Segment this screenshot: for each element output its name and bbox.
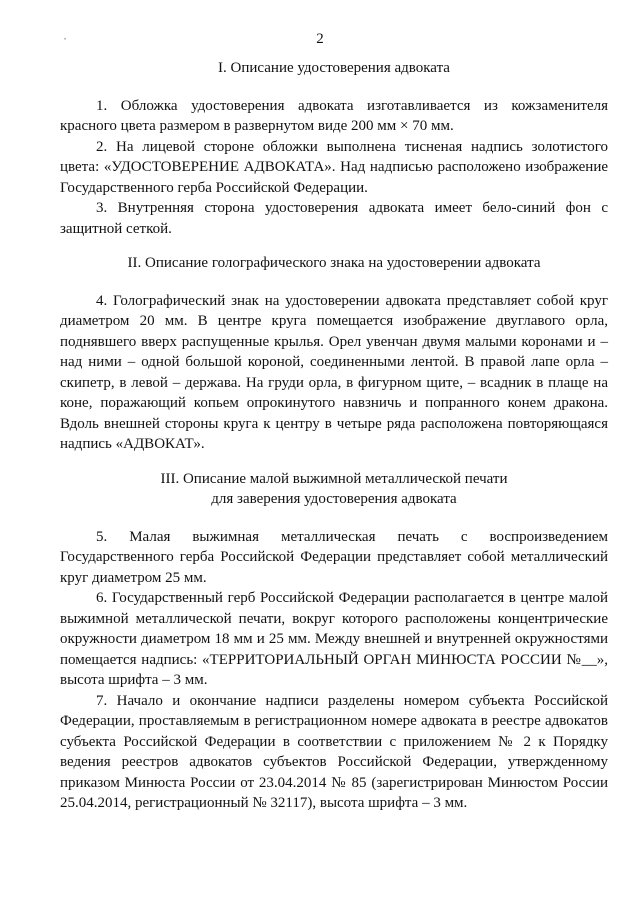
section-2-heading — [60, 253, 608, 274]
paragraph-2: 2. На лицевой стороне обложки выполнена тисненая надпись золотистого цвета: «УДОСТОВЕРЕНИЕ АДВОКАТА». Над надписью расположено изображение Государственного герба Российской Федерации. — [60, 138, 608, 196]
paragraph-7: 7. Начало и окончание надписи разделены номером субъекта Российской Федерации, проставляемым в регистрационном номере адвоката в реестре адвокатов субъекта Российской Федерации в соответствии с приложением № 2 к Порядку ведения реестров адвокатов субъектов Российской Федерации, утвержденному приказом Минюста России от 23.04.2014 № 85 (зарегистрирован Минюстом России 25.04.2014, регистрационный № 32117), высота шрифта – 3 мм. — [60, 692, 608, 811]
paragraph-1: 1. Обложка удостоверения адвоката изготавливается из кожзаменителя красного цвета размером в развернутом виде 200 мм × 70 мм. — [60, 97, 608, 134]
section-3-heading-line-2: для заверения удостоверения адвоката — [211, 491, 457, 507]
section-1-heading-line-1: I. Описание удостоверения адвоката — [218, 60, 450, 76]
section-3 — [60, 469, 608, 814]
page-number: 2 — [316, 31, 324, 47]
paragraph-5: 5. Малая выжимная металлическая печать с воспроизведением Государственного герба Российской Федерации представляет собой металлический круг диаметром 25 мм. — [60, 528, 608, 586]
section-2-heading-line-1: II. Описание голографического знака на удостоверении адвоката — [127, 255, 541, 271]
section-1 — [60, 58, 608, 239]
section-3-heading — [60, 469, 608, 510]
section-3-heading-line-1: III. Описание малой выжимной металлической печати — [160, 470, 508, 487]
paragraph-3: 3. Внутренняя сторона удостоверения адвоката имеет бело-синий фон с защитной сеткой. — [60, 200, 608, 237]
stray-mark: ¸ — [60, 29, 67, 41]
section-2 — [60, 253, 608, 455]
paragraph-4: 4. Голографический знак на удостоверении адвоката представляет собой круг диаметром 20 мм. В центре круга помещается изображение двуглавого орла, поднявшего вверх распущенные крылья. Орел увенчан двумя малыми коронами и – над ними – одной большой короной, соединенными лентой. В правой лапе орла – скипетр, в левой – держава. На груди орла, в фигурном щите, – всадник в плаще на коне, поражающий копьем опрокинутого навзничь и попранного конем дракона. Вдоль внешней стороны круга к центру в четыре ряда расположена повторяющаяся надпись «АДВОКАТ». — [60, 292, 608, 452]
paragraph-6: 6. Государственный герб Российской Федерации располагается в центре малой выжимной металлической печати, вокруг которого расположены концентрические окружности диаметром 18 мм и 25 мм. Между внешней и внутренней окружностями помещается надпись: «ТЕРРИТОРИАЛЬНЫЙ ОРГАН МИНЮСТА РОССИИ №__», высота шрифта – 3 мм. — [60, 590, 608, 688]
document-body — [60, 58, 608, 814]
section-1-heading — [60, 58, 608, 79]
